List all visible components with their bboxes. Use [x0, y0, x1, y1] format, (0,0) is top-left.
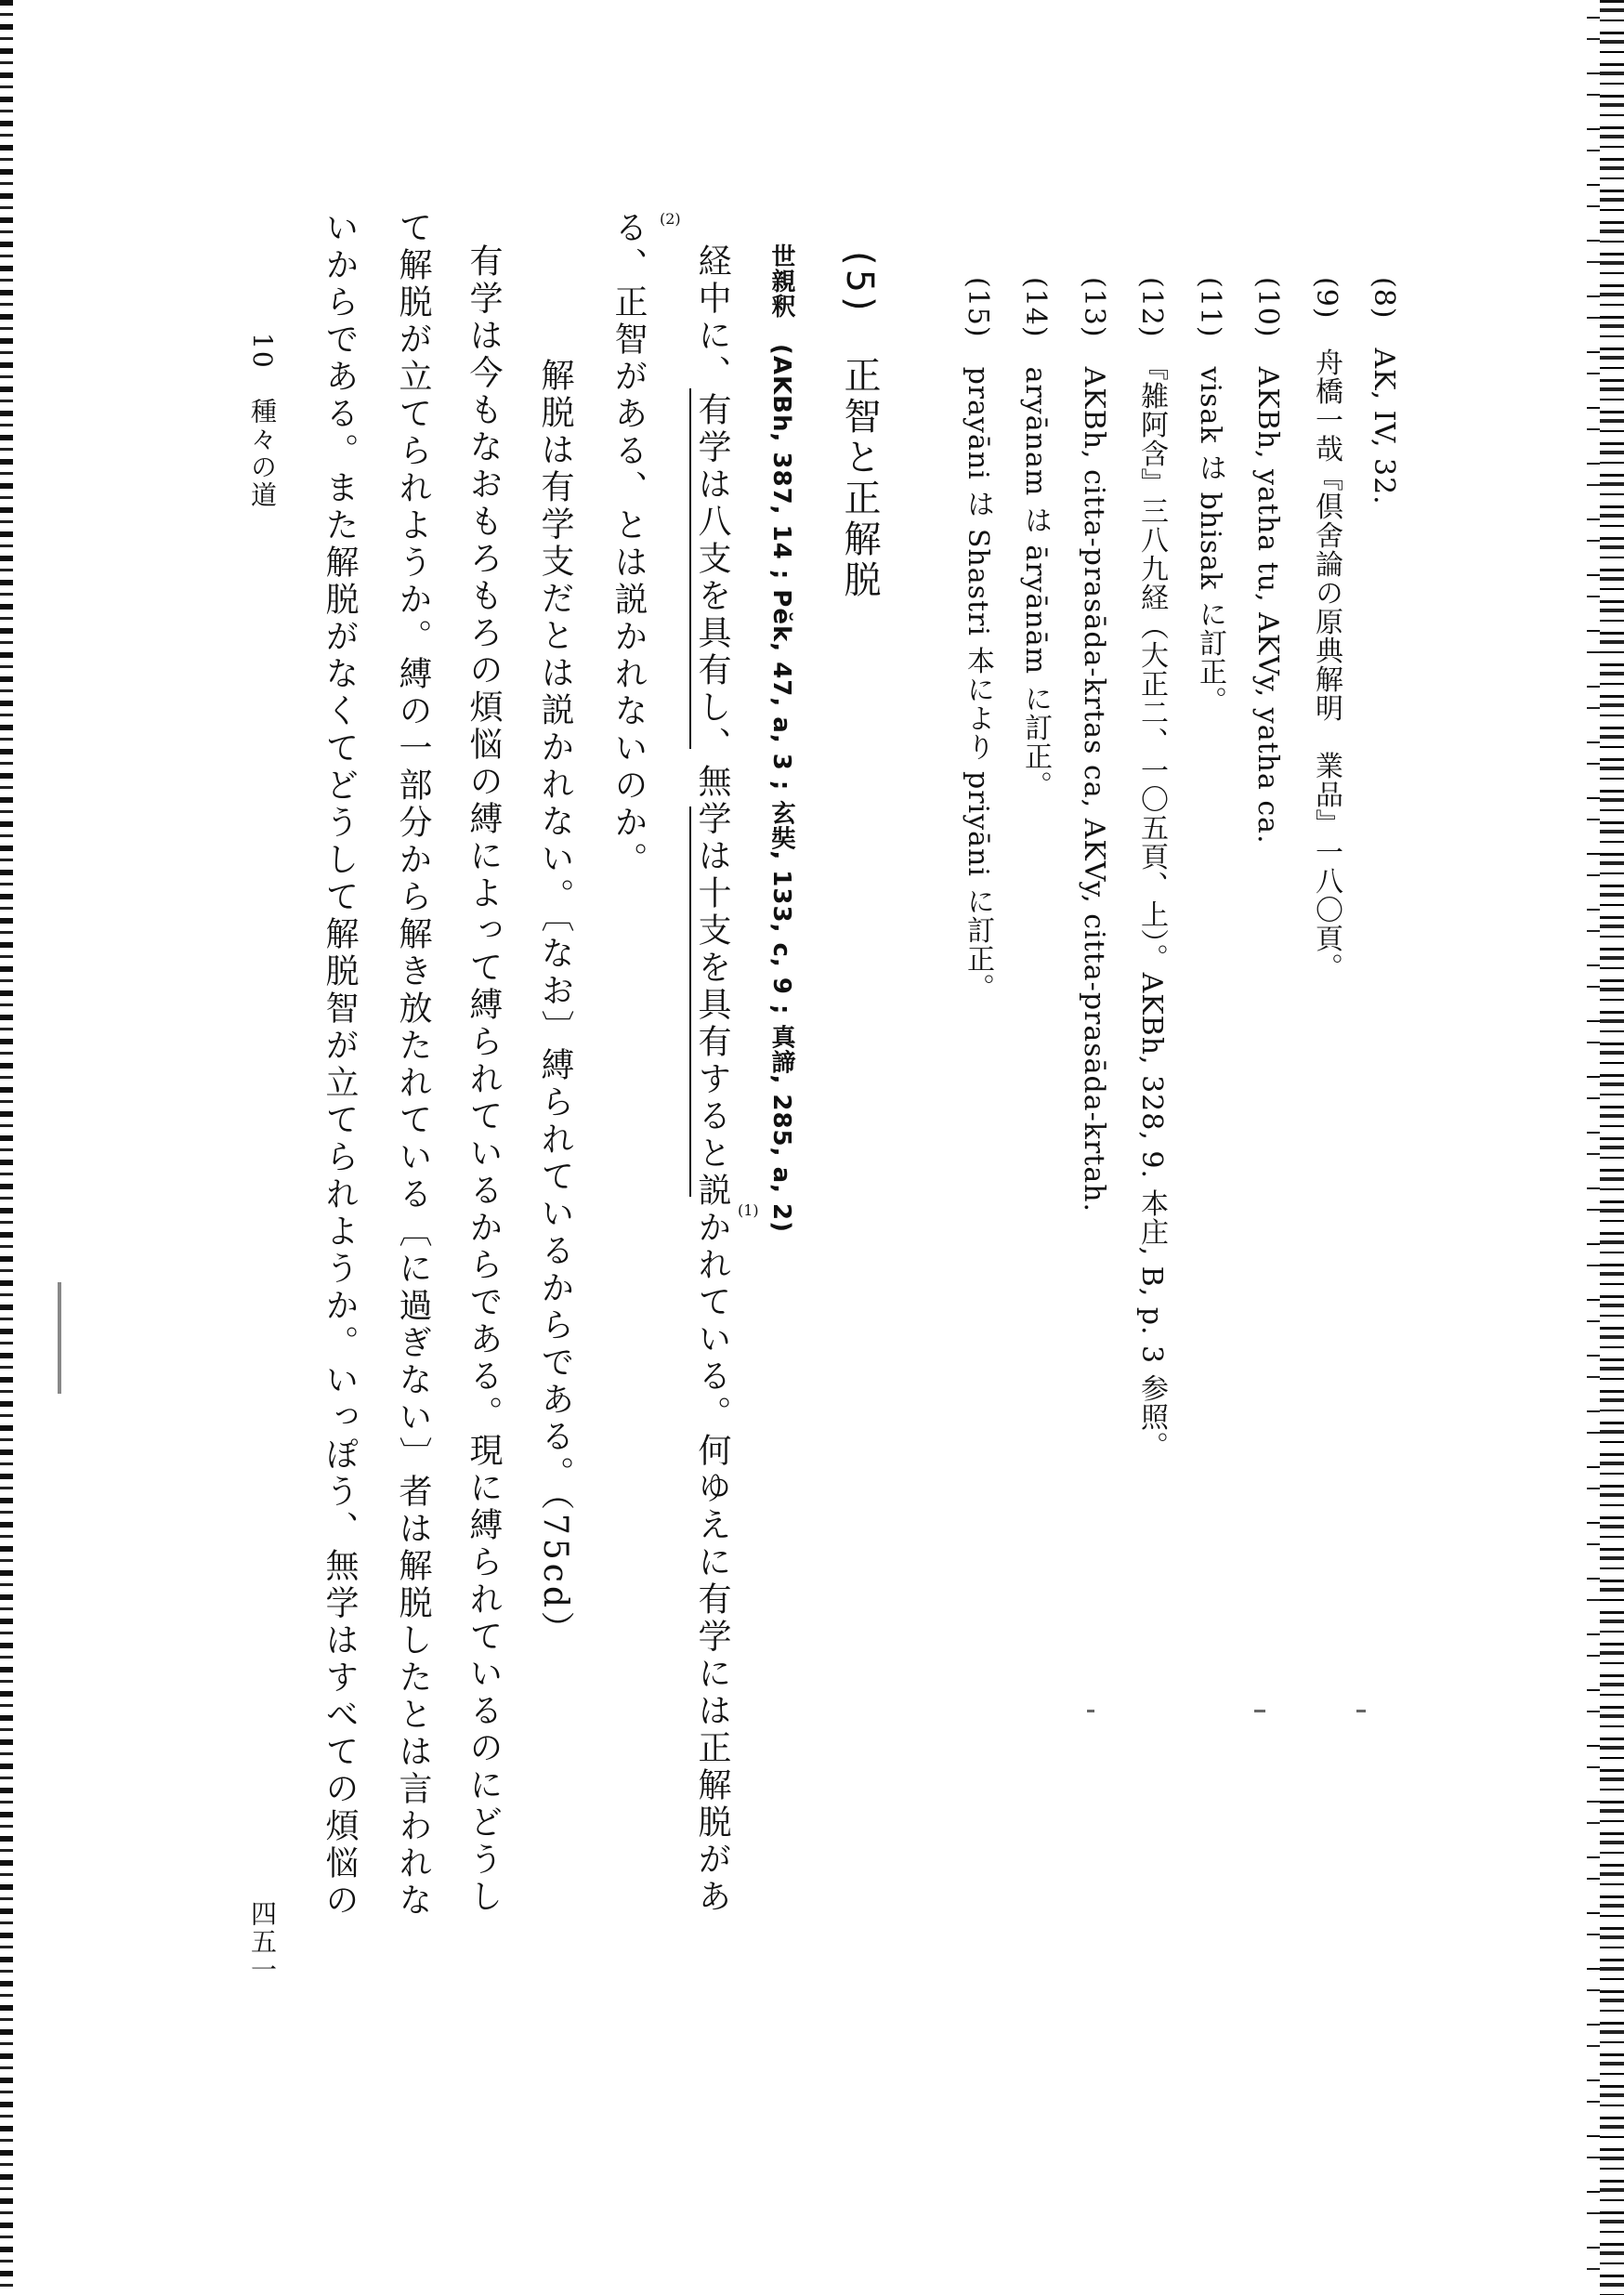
- note-9: (9) 舟橋一哉『倶舍論の原典解明 業品』一八〇頁。: [1310, 277, 1342, 982]
- body-line-2: る、正智がある、とは説かれないのか。: [609, 210, 648, 879]
- footer-page-number: 四五一: [247, 1900, 278, 1984]
- section-heading: (5) 正智と正解脱: [838, 251, 881, 601]
- scan-speck: [58, 1282, 61, 1394]
- footnote-mark-2: (2): [660, 210, 681, 228]
- note-10: (10) AKBh, yatha tu, AKVy, yatha ca.: [1251, 277, 1284, 845]
- scan-speck: [1254, 1710, 1265, 1712]
- scan-edge-left: [0, 0, 13, 2295]
- scan-speck: [1087, 1710, 1094, 1712]
- note-12: (12) 『雑阿含』三八九経（大正二、一〇五頁、上）。AKBh, 328, 9. 本庄, B, p. 3 参照。: [1135, 277, 1168, 1461]
- note-8: (8) AK, IV, 32.: [1368, 277, 1400, 505]
- scan-speck: [1356, 1710, 1366, 1712]
- body-line-5: て解脱が立てられようか。縛の一部分から解き放たれている〔に過ぎない〕者は解脱したとは言われな: [394, 210, 432, 1920]
- source-reference: 世親釈 (AKBh, 387, 14 ; Pĕk, 47, a, 3 ; 玄奘, 133, c, 9 ; 真諦, 285, a, 2): [767, 243, 795, 1234]
- emphasis-rule-1: [689, 388, 691, 749]
- scan-edge-right: [1600, 0, 1624, 2295]
- note-13: (13) AKBh, citta-prasāda-krtas ca, AKVy, citta-prasāda-krtah.: [1078, 277, 1110, 1213]
- footer-chapter: 10 種々の道: [247, 333, 278, 509]
- body-line-4: 有学は今もなおもろもろの煩悩の縛によって縛られているからである。現に縛られているのにどうし: [465, 243, 503, 1916]
- body-line-6: いからである。また解脱がなくてどうして解脱智が立てられようか。いっぽう、無学はすべての煩悩の: [321, 210, 359, 1920]
- note-11: (11) visak は bhisak に訂正。: [1194, 277, 1226, 715]
- emphasis-rule-2: [689, 807, 691, 1197]
- note-15: (15) prayāni は Shastri 本により priyāni に訂正。: [962, 277, 994, 1003]
- note-14: (14) aryānam は āryānām に訂正。: [1019, 277, 1052, 800]
- body-line-1: 経中に、有学は八支を具有し、無学は十支を具有すると説かれている。何ゆえに有学には正解脱があ: [693, 243, 731, 1916]
- body-line-3: 解脱は有学支だとは説かれない。〔なお〕縛られているからである。（75cd）: [536, 358, 574, 1649]
- footnote-mark-1: (1): [738, 1201, 759, 1219]
